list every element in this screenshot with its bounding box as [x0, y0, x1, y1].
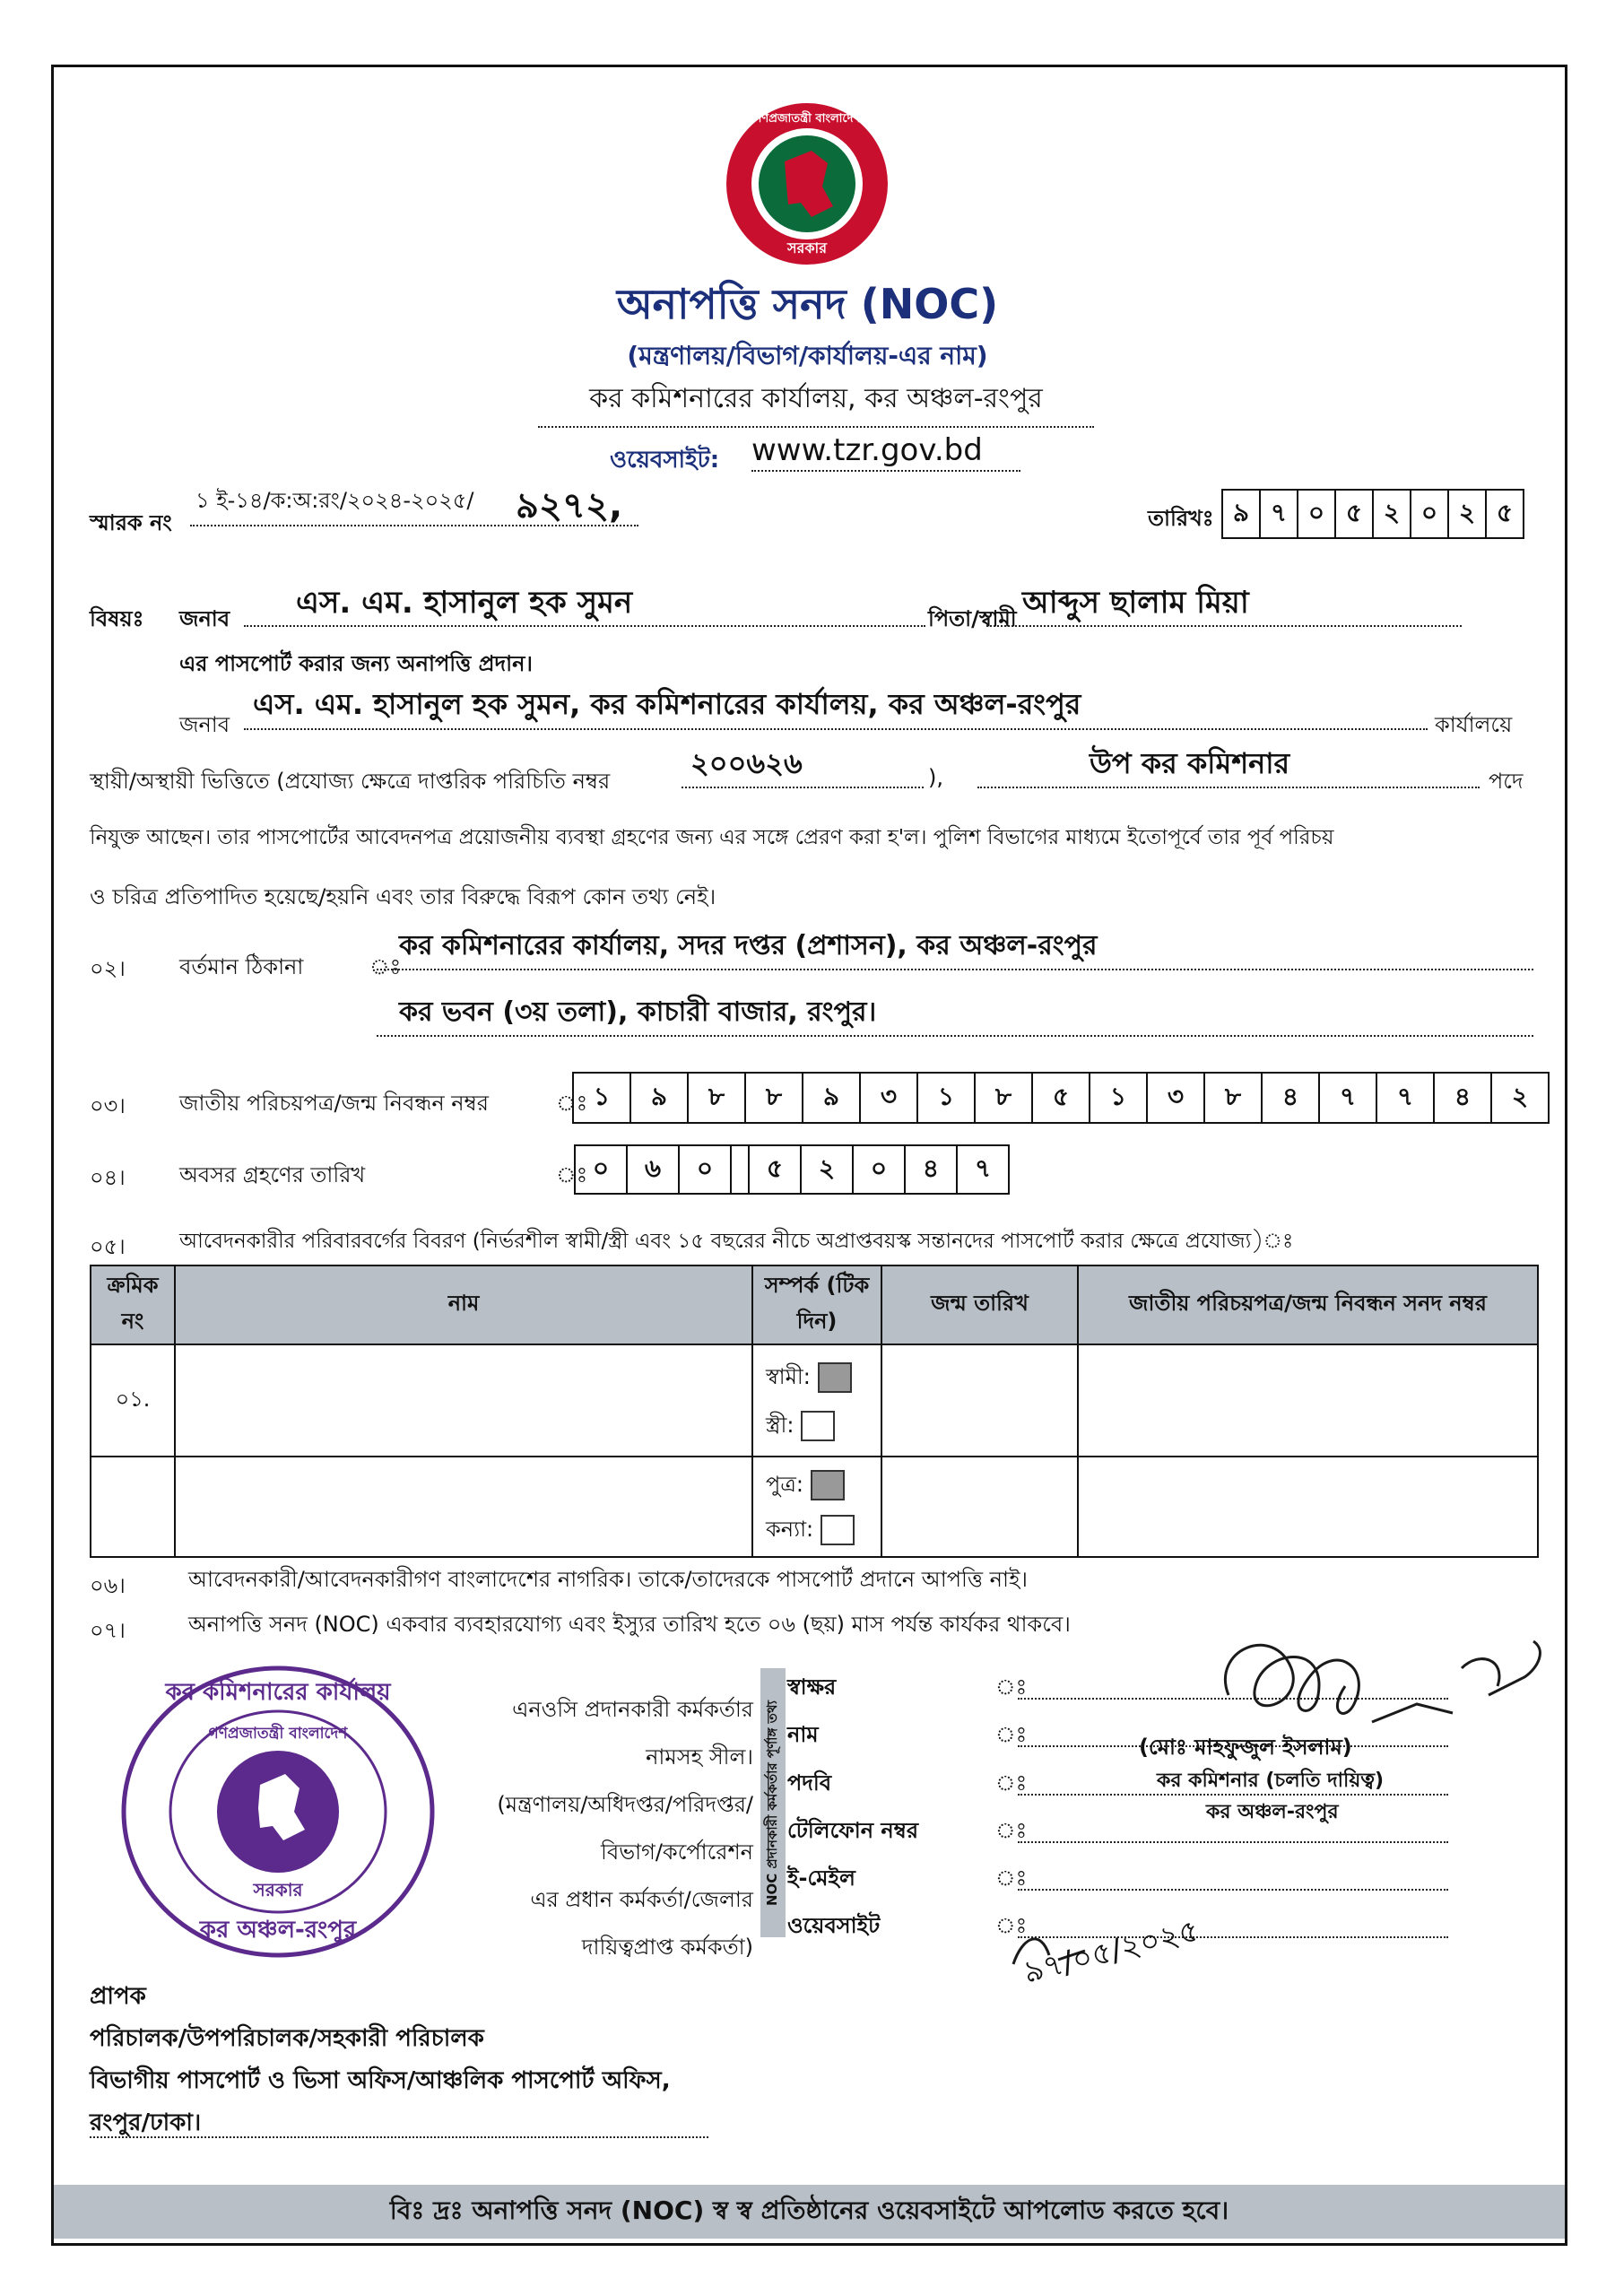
- item-05-text: আবেদনকারীর পরিবারবর্গের বিবরণ (নির্ভরশীল স্বামী/স্ত্রী এবং ১৫ বছরের নীচে অপ্রাপ্তবয়স্ক সন্তানদের পাসপোর্ট করার ক্ষেত্রে প্রযোজ্য)ঃ: [179, 1230, 1294, 1253]
- nid-digit: ৯: [803, 1074, 861, 1122]
- nid-digit: ৮: [746, 1074, 803, 1122]
- website-link[interactable]: www.tzr.gov.bd: [751, 432, 1020, 472]
- body-pode: পদে: [1489, 769, 1524, 794]
- header-nid: জাতীয় পরিচয়পত্র/জন্ম নিবন্ধন সনদ নম্বর: [1078, 1265, 1538, 1344]
- row-relation-cell: [752, 1457, 881, 1557]
- body-line3: নিযুক্ত আছেন। তার পাসপোর্টের আবেদনপত্র প্রয়োজনীয় ব্যবস্থা গ্রহণের জন্য এর সঙ্গে প্রেরণ করা হ'ল। পুলিশ বিভাগের মাধ্যমে ইতোপূর্বে তার পূর্ব পরিচয়: [90, 826, 1334, 849]
- item-06-number: ০৬।: [90, 1573, 126, 1598]
- retirement-digit: ৬: [628, 1146, 680, 1193]
- nid-digit: ৭: [1320, 1074, 1377, 1122]
- stamp-officer-name: (মোঃ মাহফুজুল ইসলাম): [1139, 1735, 1352, 1760]
- signatory-line: এর প্রধান কর্মকর্তা/জেলার: [530, 1887, 753, 1912]
- address-line-1-text: কর কমিশনারের কার্যালয়, সদর দপ্তর (প্রশাসন), কর অঞ্চল-রংপুর: [399, 930, 1098, 961]
- government-emblem: [722, 99, 892, 269]
- official-id-number: ২০০৬২৬: [690, 746, 803, 780]
- date-digit: ৭: [1261, 491, 1298, 537]
- row-name-cell[interactable]: [175, 1344, 752, 1457]
- recipient-line-1: পরিচালক/উপপরিচালক/সহকারী পরিচালক: [90, 2025, 484, 2052]
- retirement-digit: ০: [576, 1146, 628, 1193]
- recipient-line-3: রংপুর/ঢাকা।: [90, 2109, 202, 2136]
- nid-digit: ৭: [1377, 1074, 1435, 1122]
- item-07-text: অনাপত্তি সনদ (NOC) একবার ব্যবহারযোগ্য এবং ইস্যুর তারিখ হতে ০৬ (ছয়) মাস পর্যন্ত কার্যকর থাকবে।: [188, 1612, 1071, 1637]
- seal-bottom-text: কর অঞ্চল-রংপুর: [199, 1917, 357, 1944]
- body-line2: স্থায়ী/অস্থায়ী ভিত্তিতে (প্রযোজ্য ক্ষেত্রে দাপ্তরিক পরিচিতি নম্বর: [90, 769, 611, 794]
- date-digit: ৫: [1336, 491, 1374, 537]
- website-label: ওয়েবসাইট:: [610, 447, 720, 474]
- date-digit: ২: [1374, 491, 1411, 537]
- nid-digit: ৩: [861, 1074, 918, 1122]
- husband-checkbox[interactable]: [818, 1362, 852, 1393]
- header-relation: সম্পর্ক (টিক দিন): [752, 1265, 881, 1344]
- date-digit: ৫: [1496, 497, 1514, 527]
- row-relation-cell: [752, 1344, 881, 1457]
- item-04-label: অবসর গ্রহণের তারিখ: [179, 1162, 366, 1187]
- retirement-digit: ২: [802, 1146, 854, 1193]
- wife-checkbox[interactable]: [801, 1411, 835, 1441]
- nid-digit: ২: [1511, 1081, 1529, 1111]
- retirement-digit: ৭: [974, 1152, 992, 1183]
- row-birth-date-cell[interactable]: [881, 1457, 1078, 1557]
- nid-digit: ৫: [1033, 1074, 1090, 1122]
- recipient-heading: প্রাপক: [90, 1983, 146, 2010]
- nid-digit: ৩: [1148, 1074, 1205, 1122]
- item-03-label: জাতীয় পরিচয়পত্র/জন্ম নিবন্ধন নম্বর: [179, 1091, 489, 1116]
- nid-digit: ৯: [631, 1074, 689, 1122]
- subject-label: বিষয়ঃ: [90, 606, 144, 631]
- stamp-officer-office: কর অঞ্চল-রংপুর: [1206, 1801, 1339, 1823]
- item-03-number: ০৩।: [90, 1093, 126, 1118]
- date-boxes: [1221, 489, 1524, 539]
- body-karyalaye: কার্যালয়ে: [1435, 712, 1513, 737]
- field-name-label: নাম: [787, 1722, 819, 1747]
- field-colon: ঃ: [995, 1770, 1028, 1796]
- signatory-line: বিভাগ/কর্পোরেশন: [601, 1839, 753, 1865]
- nid-digit: ১: [918, 1074, 976, 1122]
- field-colon: ঃ: [995, 1818, 1028, 1843]
- nid-digit: ৮: [1205, 1074, 1263, 1122]
- family-table: [90, 1265, 1539, 1558]
- office-name: কর কমিশনারের কার্যালয়, কর অঞ্চল-রংপুর: [538, 377, 1094, 428]
- item-03-colon: ঃ: [556, 1091, 588, 1116]
- field-colon: ঃ: [995, 1866, 1028, 1891]
- nid-digit: ৮: [976, 1074, 1033, 1122]
- row-name-cell[interactable]: [175, 1457, 752, 1557]
- retirement-digit: ০: [680, 1146, 732, 1193]
- row-birth-date-cell[interactable]: [881, 1344, 1078, 1457]
- item-02-colon: ঃ: [369, 954, 402, 979]
- signatory-line: (মন্ত্রণালয়/অধিদপ্তর/পরিদপ্তর/: [497, 1792, 753, 1817]
- item-07-number: ০৭।: [90, 1618, 126, 1643]
- item-05-number: ০৫।: [90, 1234, 126, 1259]
- date-digit: ৯: [1223, 491, 1261, 537]
- document-title: অনাপত্তি সনদ (NOC): [616, 280, 999, 328]
- table-row: [91, 1344, 1538, 1457]
- item-06-text: আবেদনকারী/আবেদনকারীগণ বাংলাদেশের নাগরিক। তাকে/তাদেরকে পাসপোর্ট প্রদানে আপত্তি নাই।: [188, 1567, 1029, 1592]
- item-02-label: বর্তমান ঠিকানা: [179, 954, 304, 979]
- header-birth-date: জন্ম তারিখ: [881, 1265, 1078, 1344]
- father-name: আব্দুস ছালাম মিয়া: [1022, 585, 1249, 621]
- address-line-2-text: কর ভবন (৩য় তলা), কাচারী বাজার, রংপুর।: [399, 996, 877, 1028]
- field-signature-label: স্বাক্ষর: [787, 1674, 837, 1700]
- father-label: পিতা/স্বামী: [928, 606, 1017, 631]
- nid-digit: ১: [1090, 1074, 1148, 1122]
- signatory-line: নামসহ সীল।: [646, 1744, 753, 1770]
- retirement-digit: ০: [854, 1146, 906, 1193]
- retirement-date-boxes: [574, 1144, 1010, 1195]
- item-02-number: ০২।: [90, 956, 126, 981]
- office-seal: [117, 1659, 439, 1964]
- field-designation-label: পদবি: [787, 1770, 832, 1796]
- seal-center-text: সরকার: [253, 1879, 303, 1900]
- header-serial: ক্রমিক নং: [91, 1265, 175, 1344]
- nid-digit: ৪: [1263, 1074, 1320, 1122]
- item-04-colon: ঃ: [556, 1162, 588, 1187]
- memo-handwritten-number: ৯২৭২,: [516, 485, 623, 526]
- subject-janab: জনাব: [179, 606, 230, 631]
- body-janab: জনাব: [179, 712, 230, 737]
- item-04-number: ০৪।: [90, 1165, 126, 1190]
- row-nid-cell[interactable]: [1078, 1457, 1538, 1557]
- row-nid-cell[interactable]: [1078, 1344, 1538, 1457]
- field-website-label: ওয়েবসাইট: [787, 1913, 881, 1938]
- vertical-label-box: [760, 1668, 786, 1937]
- body-name-office: এস. এম. হাসানুল হক সুমন, কর কমিশনারের কার্যালয়, কর অঞ্চল-রংপুর: [253, 687, 1081, 721]
- nid-digit: ৪: [1435, 1074, 1492, 1122]
- date-digit: ০: [1298, 491, 1336, 537]
- row-serial: [91, 1457, 175, 1557]
- relation-label-son: পুত্র:: [766, 1472, 804, 1497]
- field-colon: ঃ: [995, 1722, 1028, 1747]
- recipient-line-2: বিভাগীয় পাসপোর্ট ও ভিসা অফিস/আঞ্চলিক পাসপোর্ট অফিস,: [90, 2067, 671, 2094]
- field-telephone-label: টেলিফোন নম্বর: [787, 1818, 919, 1843]
- relation-label-wife: স্ত্রী:: [766, 1412, 794, 1438]
- telephone-line: [1018, 1841, 1448, 1843]
- retirement-digit: ৪: [906, 1146, 958, 1193]
- signatory-line: এনওসি প্রদানকারী কর্মকর্তার: [512, 1697, 753, 1722]
- table-row: [91, 1457, 1538, 1557]
- seal-middle-text: গণপ্রজাতন্ত্রী বাংলাদেশ: [208, 1725, 348, 1743]
- son-checkbox[interactable]: [811, 1470, 845, 1500]
- memo-label: স্মারক নং: [90, 510, 172, 535]
- handwritten-date: ৯৭/০৫/২০২৫: [1020, 1912, 1203, 1991]
- date-digit: ০: [1411, 491, 1449, 537]
- email-line: [1018, 1889, 1448, 1891]
- field-colon: ঃ: [995, 1674, 1028, 1700]
- row-serial: ০১.: [91, 1344, 175, 1457]
- vertical-label: NOC প্রদানকারী কর্মকর্তার পূর্ণাঙ্গ তথ্য: [763, 1700, 780, 1906]
- recipient-line: [90, 2136, 708, 2138]
- field-email-label: ই-মেইল: [787, 1866, 855, 1891]
- emblem-bottom-text: সরকার: [786, 239, 828, 257]
- field-colon: ঃ: [995, 1913, 1028, 1938]
- nid-boxes: [572, 1072, 1550, 1124]
- subject-tail: এর পাসপোর্ট করার জন্য অনাপত্তি প্রদান।: [179, 651, 534, 676]
- date-label: তারিখঃ: [1148, 506, 1214, 531]
- body-line4: ও চরিত্র প্রতিপাদিত হয়েছে/হয়নি এবং তার বিরুদ্ধে বিরূপ কোন তথ্য নেই।: [90, 884, 716, 909]
- nid-digit: ৮: [689, 1074, 746, 1122]
- designation: উপ কর কমিশনার: [1090, 746, 1290, 780]
- header-name: নাম: [175, 1265, 752, 1344]
- memo-number: ১ ই-১৪/ক:অ:রং/২০২৪-২০২৫/: [195, 488, 474, 513]
- body-line2-close: ),: [928, 765, 943, 790]
- retirement-digit: ৫: [748, 1146, 802, 1193]
- nid-digit: ১: [574, 1074, 631, 1122]
- footer-note: বিঃ দ্রঃ অনাপত্তি সনদ (NOC) স্ব স্ব প্রতিষ্ঠানের ওয়েবসাইটে আপলোড করতে হবে।: [54, 2185, 1565, 2239]
- document-subtitle: (মন্ত্রণালয়/বিভাগ/কার্যালয়-এর নাম): [627, 341, 988, 370]
- seal-top-text: কর কমিশনারের কার্যালয়: [165, 1679, 391, 1706]
- emblem-top-text: গণপ্রজাতন্ত্রী বাংলাদেশ: [753, 112, 861, 126]
- applicant-name: এস. এম. হাসানুল হক সুমন: [296, 585, 633, 621]
- daughter-checkbox[interactable]: [821, 1515, 855, 1545]
- signatory-line: দায়িত্বপ্রাপ্ত কর্মকর্তা): [581, 1935, 753, 1960]
- stamp-officer-title: কর কমিশনার (চলতি দায়িত্ব): [1157, 1770, 1385, 1792]
- date-digit: ২: [1449, 491, 1487, 537]
- signatory-description: [448, 1686, 753, 1971]
- table-header-row: [91, 1265, 1538, 1344]
- relation-label-daughter: কন্যা:: [766, 1517, 814, 1542]
- relation-label-husband: স্বামী:: [766, 1363, 811, 1389]
